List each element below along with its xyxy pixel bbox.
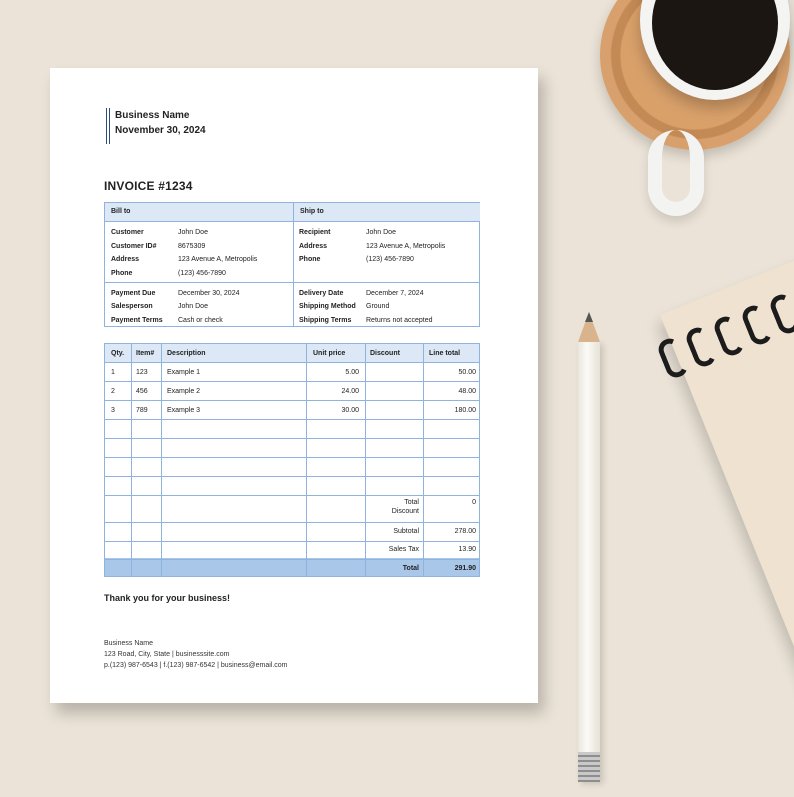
row-divider: [105, 476, 479, 477]
row-divider: [105, 381, 479, 382]
address-info-table: [104, 202, 480, 327]
field-value: John Doe: [366, 229, 396, 236]
field-value: 123 Avenue A, Metropolis: [178, 256, 258, 263]
total-discount-value: 0: [472, 499, 476, 506]
header-description: Description: [167, 350, 206, 357]
field-value: Returns not accepted: [366, 317, 433, 324]
field-value: 123 Avenue A, Metropolis: [366, 243, 446, 250]
header-line-total: Line total: [429, 350, 461, 357]
pencil-ferrule: [578, 752, 600, 782]
grand-total-label: Total: [402, 565, 419, 572]
row-divider: [105, 438, 479, 439]
field-value: December 7, 2024: [366, 290, 424, 297]
footer-contact: p.(123) 987-6543 | f.(123) 987-6542 | business@email.com: [104, 662, 288, 669]
bill-to-title: Bill to: [111, 208, 131, 215]
total-discount-label-line2: Discount: [391, 508, 419, 515]
invoice-page: [50, 68, 538, 703]
cup-handle: [648, 130, 704, 216]
row-divider: [105, 541, 479, 542]
footer: [104, 638, 288, 671]
cell-unit-price: 5.00: [345, 369, 359, 376]
ship-to-title: Ship to: [300, 208, 324, 215]
header-discount: Discount: [370, 350, 400, 357]
field-value: John Doe: [178, 303, 208, 310]
cell-unit-price: 24.00: [341, 388, 359, 395]
total-discount-label-line1: Total: [404, 499, 419, 506]
header-unit-price: Unit price: [313, 350, 346, 357]
subtotal-label: Subtotal: [393, 528, 419, 535]
thank-you-message: Thank you for your business!: [104, 593, 231, 603]
row-divider: [105, 419, 479, 420]
row-divider: [105, 559, 479, 560]
grand-total-value: 291.90: [454, 565, 476, 572]
column-divider: [293, 203, 294, 326]
header-qty: Qty.: [111, 350, 125, 357]
field-value: Ground: [366, 303, 390, 310]
cell-description: Example 1: [167, 369, 201, 376]
cell-description: Example 3: [167, 407, 201, 414]
cell-unit-price: 30.00: [341, 407, 359, 414]
header-item: Item#: [136, 350, 155, 357]
row-divider: [105, 457, 479, 458]
bill-to-header: [105, 203, 293, 222]
field-label: Recipient: [299, 229, 331, 236]
footer-address-site: 123 Road, City, State | businesssite.com: [104, 651, 230, 658]
field-label: Payment Due: [111, 290, 156, 297]
cell-description: Example 2: [167, 388, 201, 395]
cell-line-total: 50.00: [458, 369, 476, 376]
business-header: [106, 108, 206, 144]
cell-qty: 2: [111, 388, 115, 395]
field-value: 8675309: [178, 243, 206, 250]
field-label: Customer: [111, 229, 144, 236]
field-label: Shipping Method: [299, 303, 356, 310]
row-divider: [105, 400, 479, 401]
ship-to-header: [294, 203, 480, 222]
field-value: (123) 456-7890: [178, 270, 226, 277]
line-items-table: [104, 343, 480, 577]
footer-business-name: Business Name: [104, 640, 154, 647]
field-label: Salesperson: [111, 303, 153, 310]
field-value: Cash or check: [178, 317, 223, 324]
cell-item: 456: [136, 388, 148, 395]
field-value: (123) 456-7890: [366, 256, 414, 263]
field-label: Address: [111, 256, 140, 263]
cell-item: 789: [136, 407, 148, 414]
field-label: Phone: [299, 256, 321, 263]
cell-qty: 3: [111, 407, 115, 414]
pencil-lead: [585, 312, 593, 322]
field-label: Delivery Date: [299, 290, 344, 297]
field-label: Customer ID#: [111, 243, 157, 250]
sales-tax-value: 13.90: [458, 546, 476, 553]
row-divider: [105, 362, 479, 363]
row-divider: [105, 495, 479, 496]
cell-qty: 1: [111, 369, 115, 376]
field-label: Shipping Terms: [299, 317, 352, 324]
invoice-title: INVOICE #1234: [104, 179, 193, 193]
cell-line-total: 180.00: [454, 407, 476, 414]
sales-tax-label: Sales Tax: [388, 546, 419, 553]
field-label: Payment Terms: [111, 317, 163, 324]
cell-line-total: 48.00: [458, 388, 476, 395]
field-label: Address: [299, 243, 328, 250]
spiral-notebook: [660, 188, 794, 797]
field-value: December 30, 2024: [178, 290, 240, 297]
invoice-date: November 30, 2024: [115, 125, 206, 136]
field-value: John Doe: [178, 229, 208, 236]
business-name: Business Name: [115, 110, 190, 121]
pencil: [578, 340, 600, 780]
field-label: Phone: [111, 270, 133, 277]
row-divider: [105, 282, 479, 283]
cell-item: 123: [136, 369, 148, 376]
subtotal-value: 278.00: [454, 528, 476, 535]
row-divider: [105, 522, 479, 523]
